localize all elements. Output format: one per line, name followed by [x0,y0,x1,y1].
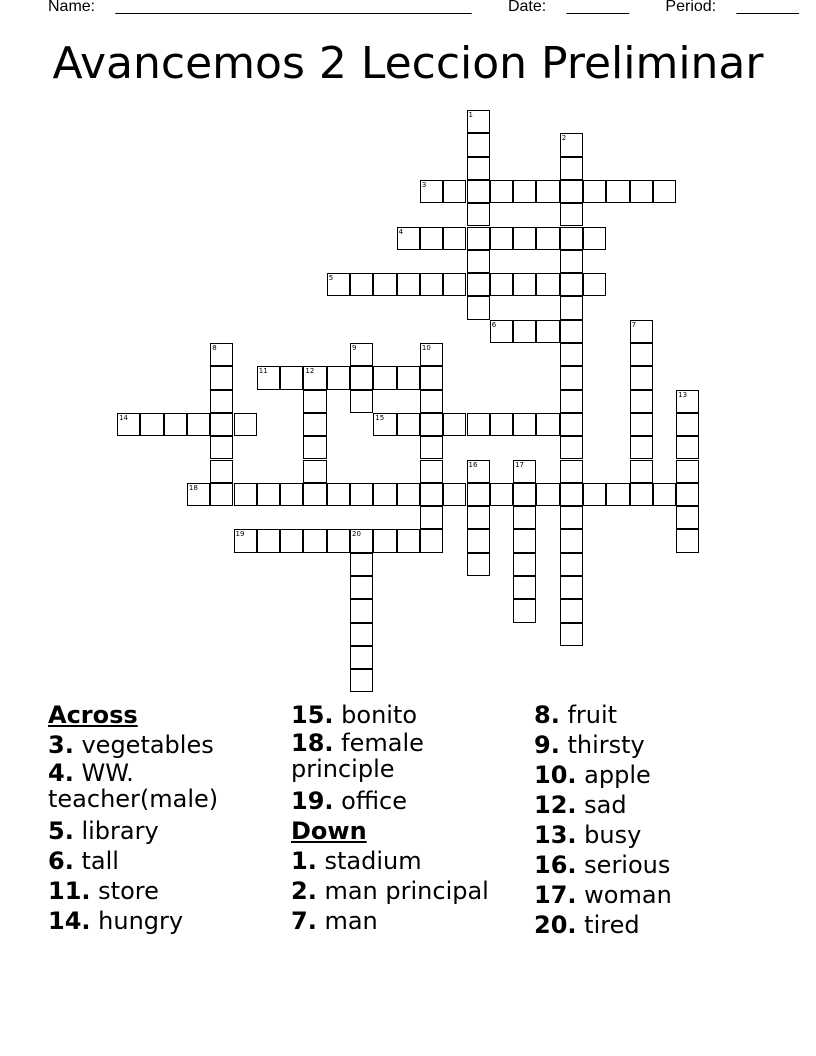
crossword-cell[interactable] [536,273,559,296]
crossword-cell[interactable] [350,366,373,389]
clue-number: 3 [48,731,65,759]
crossword-cell[interactable] [676,460,699,483]
crossword-cell[interactable] [303,436,326,459]
cell-number: 3 [421,180,427,189]
crossword-cell[interactable] [350,599,373,622]
crossword-cell[interactable] [467,413,490,436]
clue-down-9: 9. thirsty [534,731,645,759]
clue-across-19: 19. office [291,787,408,815]
clue-text: office [341,787,408,815]
clue-across-15: 15. bonito [291,701,418,729]
crossword-cell[interactable] [467,483,490,506]
crossword-cell[interactable] [397,273,420,296]
crossword-cell[interactable] [467,296,490,319]
crossword-cell[interactable] [303,529,326,552]
crossword-cell[interactable] [513,599,536,622]
crossword-cell[interactable] [560,413,583,436]
crossword-cell[interactable] [676,529,699,552]
crossword-cell[interactable] [560,296,583,319]
clue-text: stadium [324,847,422,875]
crossword-cell[interactable] [560,390,583,413]
crossword-cell[interactable] [467,506,490,529]
clue-number: 6 [48,847,65,875]
crossword-cell[interactable] [630,436,653,459]
crossword-cell[interactable] [676,413,699,436]
clue-number: 16 [534,851,568,879]
clue-number: 7 [291,907,308,935]
crossword-cell[interactable] [234,483,257,506]
crossword-cell[interactable] [467,227,490,250]
crossword-cell[interactable] [467,133,490,156]
crossword-cell[interactable] [513,273,536,296]
crossword-cell[interactable] [443,273,466,296]
crossword-cell[interactable] [443,180,466,203]
cell-number: 2 [561,134,567,143]
clue-number: 8 [534,701,551,729]
crossword-cell[interactable] [350,553,373,576]
clue-number: 19 [291,787,325,815]
clue-text: thirsty [567,731,645,759]
crossword-cell[interactable] [630,343,653,366]
cell-number: 14 [119,413,128,422]
clue-number: 12 [534,791,568,819]
cell-number: 17 [515,460,525,469]
crossword-cell[interactable] [513,576,536,599]
clue-number: 14 [48,907,82,935]
clue-down-20: 20. tired [534,911,640,939]
crossword-cell[interactable] [560,273,583,296]
clue-number: 15 [291,701,325,729]
crossword-cell[interactable] [560,157,583,180]
crossword-cell[interactable] [467,180,490,203]
crossword-cell[interactable] [490,483,513,506]
clue-across-4: 4. WW. teacher(male) [48,759,219,813]
crossword-cell[interactable] [560,483,583,506]
crossword-cell[interactable] [210,366,233,389]
across-heading: Across [48,701,138,729]
crossword-cell[interactable] [303,460,326,483]
crossword-cell[interactable] [490,413,513,436]
clue-across-11: 11. store [48,877,159,905]
crossword-cell[interactable] [443,413,466,436]
crossword-cell[interactable] [420,366,443,389]
cell-number: 15 [375,413,385,422]
crossword-cell[interactable] [560,576,583,599]
crossword-cell[interactable] [420,390,443,413]
crossword-cell[interactable] [350,483,373,506]
clue-down-12: 12. sad [534,791,627,819]
page-title: Avancemos 2 Leccion Preliminar [52,38,764,89]
clue-column-3 [534,700,764,940]
crossword-cell[interactable] [257,529,280,552]
crossword-cell[interactable] [420,483,443,506]
clue-text: store [98,877,159,905]
clue-text: female principle [291,729,424,783]
clue-down-16: 16. serious [534,851,671,879]
clue-number: 13 [534,821,568,849]
crossword-cell[interactable] [210,413,233,436]
crossword-cell[interactable] [606,180,629,203]
clue-across-3: 3. vegetables [48,731,214,759]
crossword-cell[interactable] [350,390,373,413]
cell-number: 13 [678,390,688,399]
crossword-cell[interactable] [606,483,629,506]
cell-number: 16 [468,460,478,469]
crossword-cell[interactable] [536,320,559,343]
crossword-cell[interactable] [257,483,280,506]
clue-text: serious [584,851,671,879]
crossword-cell[interactable] [560,623,583,646]
crossword-cell[interactable] [560,180,583,203]
clue-list [48,700,788,960]
crossword-cell[interactable] [513,320,536,343]
crossword-cell[interactable] [397,366,420,389]
cell-number: 11 [258,367,268,376]
crossword-cell[interactable] [467,250,490,273]
cell-number: 9 [352,344,357,352]
crossword-cell[interactable] [210,460,233,483]
crossword-cell[interactable] [513,553,536,576]
clue-number: 17 [534,881,568,909]
clue-text: man principal [324,877,489,905]
crossword-cell[interactable] [630,180,653,203]
clue-down-7: 7. man [291,907,378,935]
clue-across-14: 14. hungry [48,907,184,935]
clue-down-8: 8. fruit [534,701,618,729]
crossword-cell[interactable] [490,227,513,250]
clue-across-5: 5. library [48,817,159,845]
crossword-cell[interactable] [560,553,583,576]
crossword-cell[interactable] [420,413,443,436]
crossword-cell[interactable] [513,227,536,250]
crossword-cell[interactable] [536,180,559,203]
period-label: Period: [665,0,717,15]
crossword-cell[interactable] [210,483,233,506]
crossword-cell[interactable] [350,646,373,669]
crossword-cell[interactable] [560,366,583,389]
crossword-cell[interactable] [327,529,350,552]
clue-text: sad [584,791,627,819]
crossword-cell[interactable] [490,180,513,203]
cell-number: 1 [468,111,473,119]
crossword-cell[interactable] [536,227,559,250]
crossword-cell[interactable] [676,436,699,459]
crossword-cell[interactable] [327,483,350,506]
crossword-cell[interactable] [560,436,583,459]
down-heading: Down [291,817,367,845]
crossword-cell[interactable] [583,483,606,506]
date-label: Date: [507,0,547,15]
crossword-cell[interactable] [187,413,210,436]
date-line: _______ [566,0,629,15]
crossword-cell[interactable] [164,413,187,436]
crossword-cell[interactable] [536,483,559,506]
clue-down-1: 1. stadium [291,847,422,875]
crossword-cell[interactable] [560,343,583,366]
crossword-cell[interactable] [583,273,606,296]
clue-number: 9 [534,731,551,759]
crossword-cell[interactable] [513,483,536,506]
crossword-cell[interactable] [420,529,443,552]
crossword-cell[interactable] [210,436,233,459]
clue-text: busy [584,821,642,849]
crossword-cell[interactable] [280,366,303,389]
clue-text: woman [584,881,672,909]
crossword-cell[interactable] [467,273,490,296]
crossword-cell[interactable] [513,180,536,203]
clue-text: library [81,817,159,845]
crossword-cell[interactable] [676,483,699,506]
cell-number: 19 [235,530,245,539]
crossword-cell[interactable] [397,483,420,506]
crossword-cell[interactable] [630,366,653,389]
clue-down-17: 17. woman [534,881,672,909]
clue-text: tall [81,847,119,875]
crossword-cell[interactable] [560,250,583,273]
crossword-cell[interactable] [560,599,583,622]
clue-column-1 [48,700,278,936]
cell-number: 5 [328,274,334,283]
clue-number: 11 [48,877,82,905]
crossword-cell[interactable] [630,483,653,506]
crossword-cell[interactable] [327,366,350,389]
period-line: _______ [736,0,799,15]
crossword-cell[interactable] [373,483,396,506]
clue-down-10: 10. apple [534,761,651,789]
crossword-cell[interactable] [630,460,653,483]
crossword-cell[interactable] [513,413,536,436]
crossword-cell[interactable] [350,576,373,599]
crossword-cell[interactable] [280,529,303,552]
crossword-cell[interactable] [373,366,396,389]
crossword-cell[interactable] [420,273,443,296]
crossword-cell[interactable] [630,413,653,436]
crossword-cell[interactable] [467,203,490,226]
name-line: ________________________________________ [115,0,472,15]
clue-number: 18 [291,729,325,757]
crossword-cell[interactable] [350,623,373,646]
name-label: Name: [48,0,96,15]
crossword-cell[interactable] [467,529,490,552]
crossword-cell[interactable] [373,529,396,552]
crossword-cell[interactable] [560,320,583,343]
crossword-cell[interactable] [583,227,606,250]
clue-text: vegetables [81,731,214,759]
crossword-cell[interactable] [420,460,443,483]
clue-column-2 [291,700,521,936]
crossword-cell[interactable] [140,413,163,436]
crossword-cell[interactable] [420,436,443,459]
clue-down-13: 13. busy [534,821,642,849]
crossword-cell[interactable] [303,413,326,436]
clue-number: 4 [48,759,65,787]
crossword-cell[interactable] [397,529,420,552]
crossword-cell[interactable] [397,413,420,436]
clue-text: apple [584,761,651,789]
crossword-cell[interactable] [280,483,303,506]
crossword-cell[interactable] [653,483,676,506]
crossword-cell[interactable] [560,227,583,250]
crossword-cell[interactable] [560,460,583,483]
crossword-cell[interactable] [210,390,233,413]
clue-across-18: 18. female principle [291,729,424,783]
clue-across-6: 6. tall [48,847,119,875]
crossword-cell[interactable] [560,506,583,529]
clue-text: tired [584,911,640,939]
crossword-cell[interactable] [583,180,606,203]
crossword-cell[interactable] [467,553,490,576]
clue-number: 10 [534,761,568,789]
crossword-cell[interactable] [490,273,513,296]
crossword-cell[interactable] [420,227,443,250]
clue-text: WW. teacher(male) [48,759,219,813]
crossword-cell[interactable] [303,483,326,506]
crossword-cell[interactable] [373,273,396,296]
crossword-cell[interactable] [467,157,490,180]
crossword-cell[interactable] [420,506,443,529]
crossword-cell[interactable] [234,413,257,436]
crossword-cell[interactable] [653,180,676,203]
crossword-cell[interactable] [350,273,373,296]
crossword-cell[interactable] [443,483,466,506]
cell-number: 12 [305,367,315,376]
crossword-cell[interactable] [303,390,326,413]
cell-number: 18 [188,483,198,492]
crossword-cell[interactable] [560,529,583,552]
cell-number: 10 [421,344,431,352]
cell-number: 7 [631,320,637,329]
clue-number: 1 [291,847,308,875]
clue-text: bonito [341,701,418,729]
crossword-cell[interactable] [560,203,583,226]
cell-number: 6 [491,320,497,329]
crossword-cell[interactable] [536,413,559,436]
cell-number: 20 [352,530,361,539]
clue-number: 2 [291,877,308,905]
clue-text: man [324,907,378,935]
crossword-cell[interactable] [350,669,373,692]
crossword-cell[interactable] [443,227,466,250]
crossword-cell[interactable] [676,506,699,529]
crossword-cell[interactable] [513,529,536,552]
crossword-cell[interactable] [630,390,653,413]
clue-down-2: 2. man principal [291,877,489,905]
clue-text: fruit [567,701,618,729]
clue-text: hungry [98,907,184,935]
clue-number: 5 [48,817,65,845]
cell-number: 8 [212,344,217,352]
crossword-cell[interactable] [513,506,536,529]
cell-number: 4 [398,227,404,236]
clue-number: 20 [534,911,568,939]
